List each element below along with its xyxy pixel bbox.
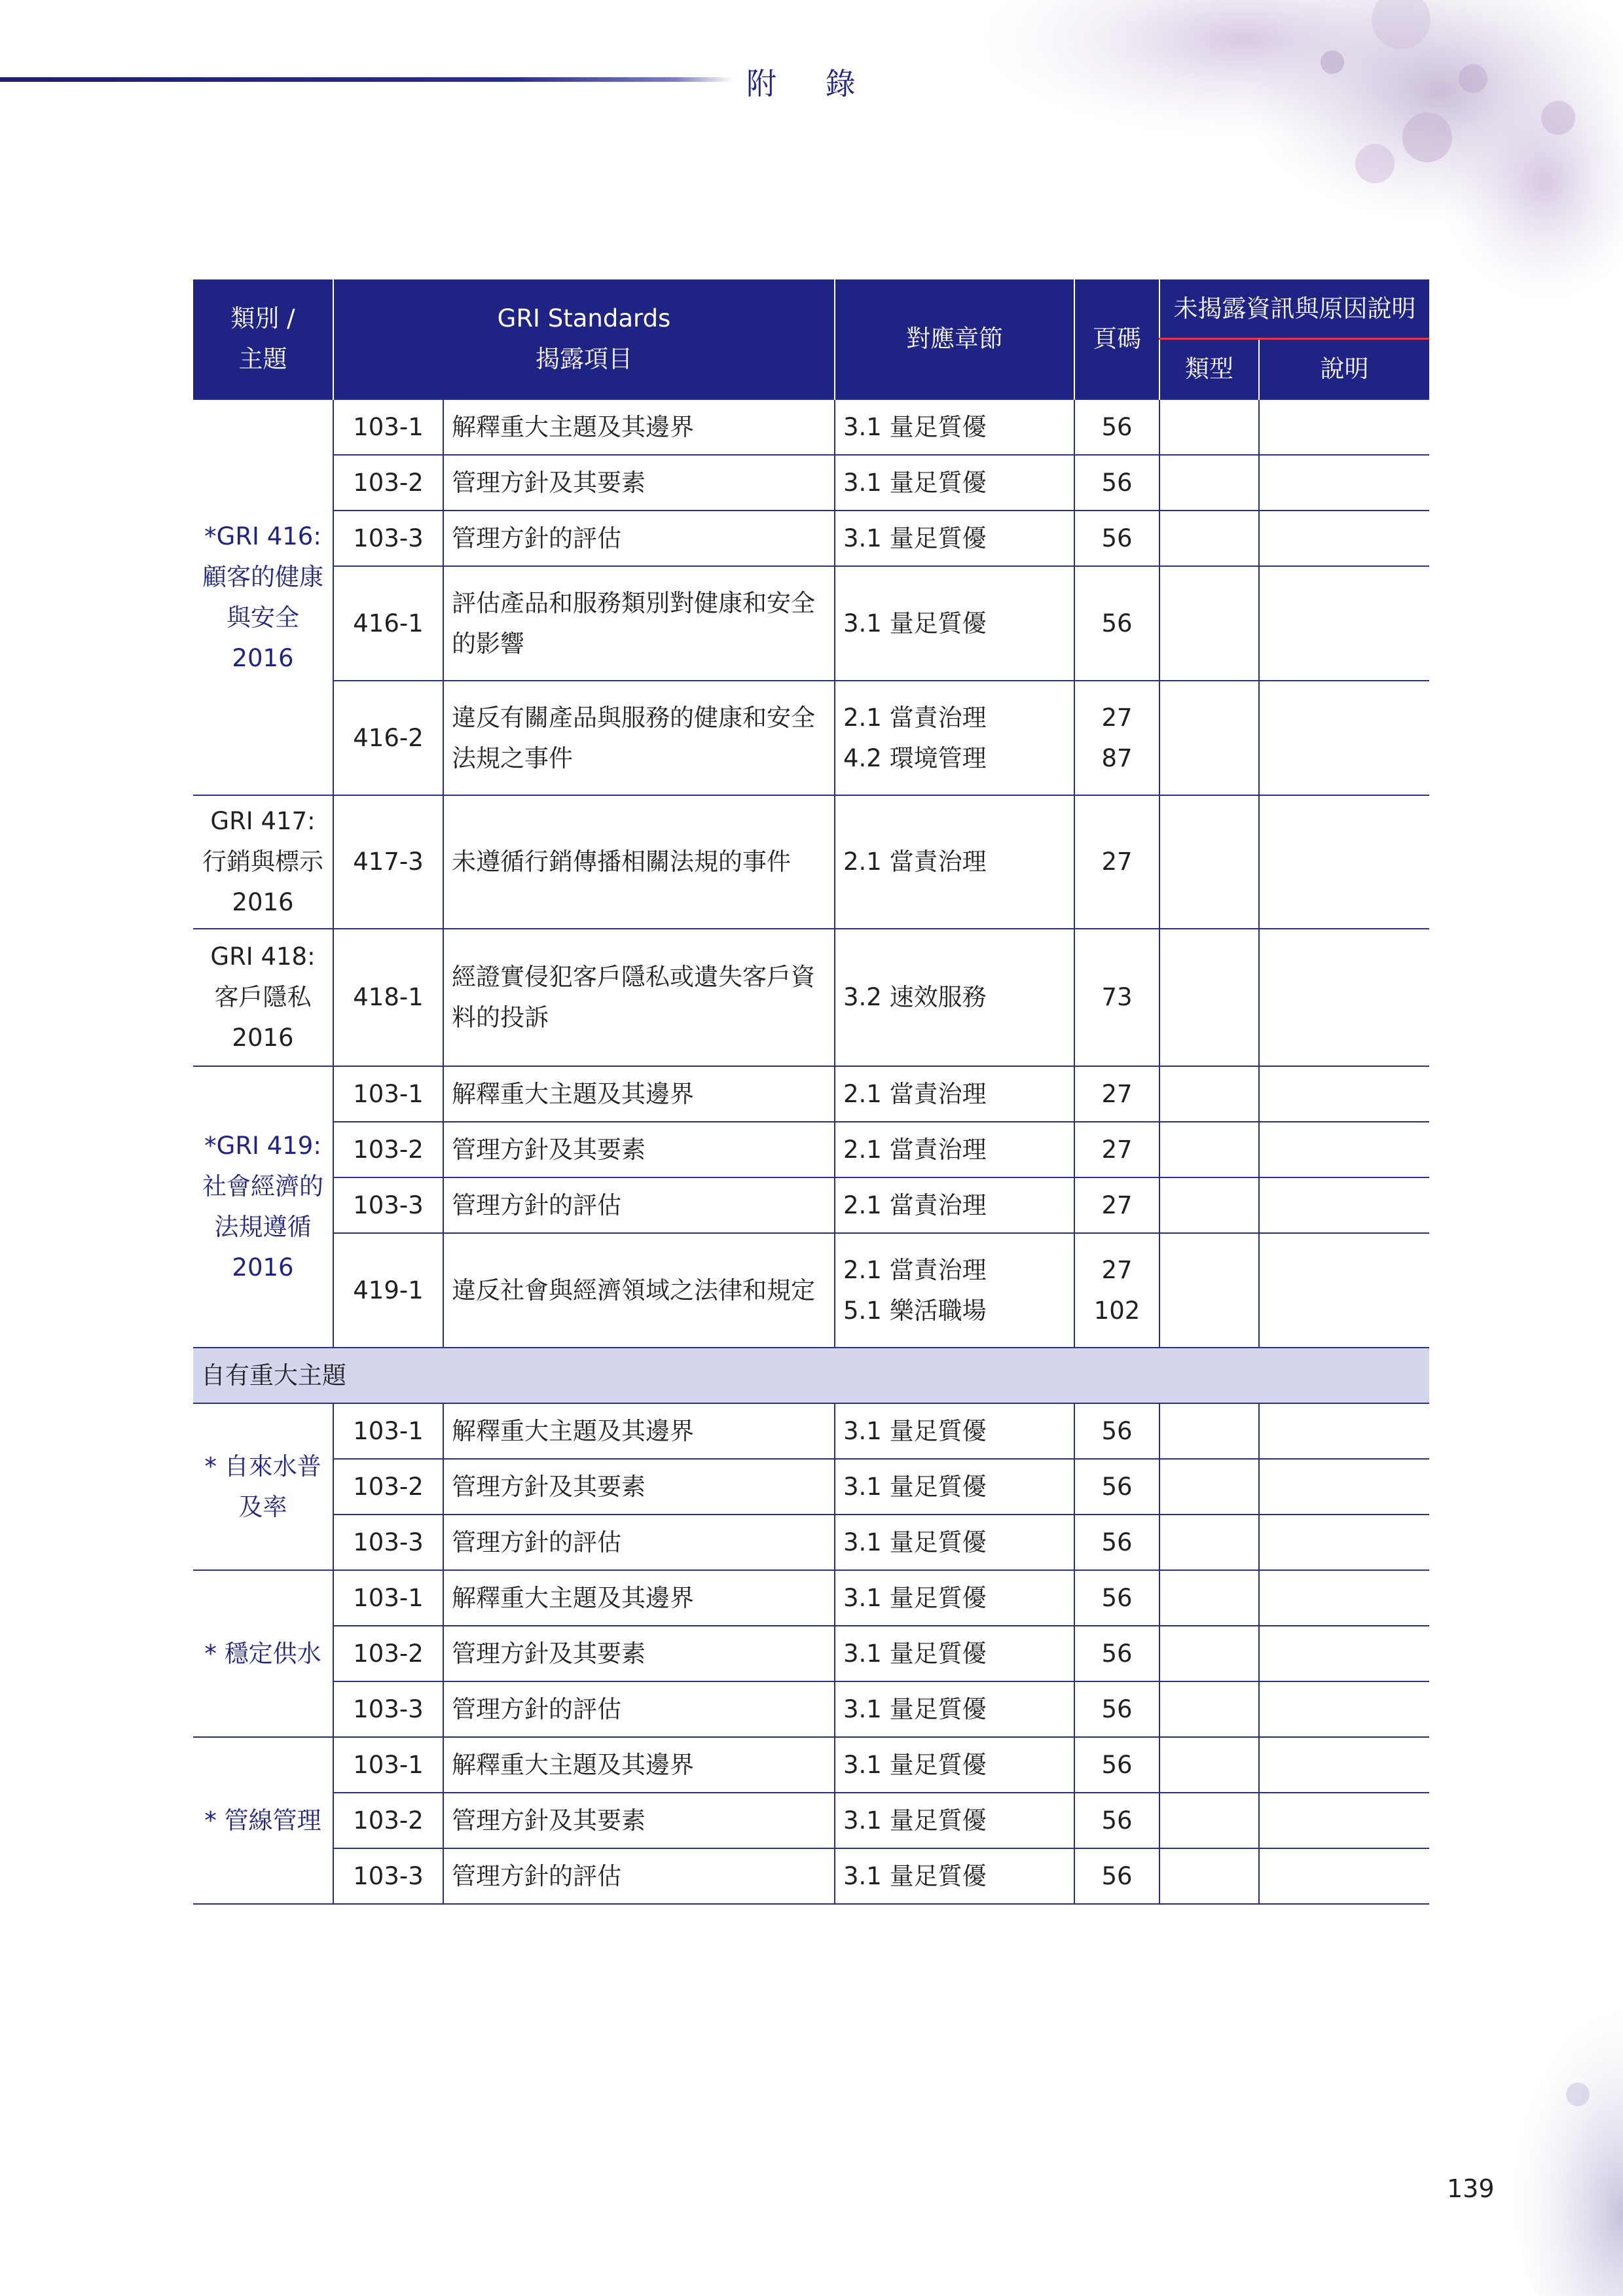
disclosure-desc: 解釋重大主題及其邊界	[443, 1570, 835, 1626]
explanation-cell	[1259, 1626, 1429, 1681]
text-line: 行銷與標示	[202, 848, 323, 876]
chapter-cell: 3.1 量足質優	[835, 1848, 1074, 1904]
page-cell: 56	[1074, 1570, 1159, 1626]
text-line: 顧客的健康	[202, 562, 323, 591]
type-cell	[1159, 1737, 1259, 1793]
disclosure-desc	[443, 681, 835, 795]
chapter-cell: 2.1 當責治理	[835, 795, 1074, 929]
explanation-cell	[1259, 1459, 1429, 1515]
text-line: 87	[1101, 744, 1133, 772]
category-cell	[193, 929, 333, 1066]
page-header-title: 附 錄	[746, 66, 875, 101]
disclosure-code: 103-2	[333, 455, 443, 511]
chapter-cell: 3.1 量足質優	[835, 1570, 1074, 1626]
category-cell	[193, 795, 333, 929]
text-line: 違反有關產品與服務的健康和安全	[452, 703, 815, 732]
type-cell	[1159, 1626, 1259, 1681]
text-line: 評估產品和服務類別對健康和安全	[452, 588, 815, 617]
text-line: 及率	[238, 1492, 287, 1521]
col-header-category	[193, 279, 333, 399]
explanation-cell	[1259, 795, 1429, 929]
disclosure-desc: 管理方針的評估	[443, 511, 835, 566]
chapter-cell: 3.1 量足質優	[835, 1626, 1074, 1681]
disclosure-code: 416-2	[333, 681, 443, 795]
type-cell	[1159, 1233, 1259, 1348]
disclosure-code: 417-3	[333, 795, 443, 929]
explanation-cell	[1259, 566, 1429, 681]
disclosure-code: 416-1	[333, 566, 443, 681]
category-cell	[193, 1066, 333, 1348]
disclosure-code: 103-3	[333, 1177, 443, 1233]
page-cell: 27	[1074, 795, 1159, 929]
explanation-cell	[1259, 929, 1429, 1066]
disclosure-code: 103-1	[333, 1403, 443, 1459]
explanation-cell	[1259, 1177, 1429, 1233]
text-line: 27	[1101, 1255, 1133, 1284]
text-line: 2016	[232, 888, 294, 916]
text-line: 2.1 當責治理	[843, 703, 987, 732]
text-line: GRI Standards	[497, 304, 671, 332]
explanation-cell	[1259, 1066, 1429, 1122]
type-cell	[1159, 1681, 1259, 1737]
category-cell	[193, 399, 333, 795]
type-cell	[1159, 399, 1259, 455]
disclosure-desc: 解釋重大主題及其邊界	[443, 399, 835, 455]
page-number: 139	[1447, 2174, 1495, 2203]
disclosure-desc: 管理方針的評估	[443, 1177, 835, 1233]
col-header-type: 類型	[1159, 339, 1259, 400]
text-line: 法規遵循	[214, 1213, 312, 1241]
table-row	[193, 511, 1429, 566]
page-cell: 56	[1074, 1403, 1159, 1459]
text-line: 法規之事件	[452, 744, 573, 772]
category-cell: * 管線管理	[193, 1737, 333, 1904]
chapter-cell: 3.1 量足質優	[835, 1793, 1074, 1848]
table-row	[193, 1177, 1429, 1233]
page-cell: 27	[1074, 1122, 1159, 1177]
disclosure-code: 103-1	[333, 1066, 443, 1122]
explanation-cell	[1259, 455, 1429, 511]
chapter-cell: 3.1 量足質優	[835, 1459, 1074, 1515]
page-cell: 56	[1074, 1793, 1159, 1848]
table-row	[193, 1626, 1429, 1681]
chapter-cell: 3.1 量足質優	[835, 399, 1074, 455]
disclosure-code: 103-2	[333, 1793, 443, 1848]
text-line: 2016	[232, 643, 294, 672]
table-row	[193, 566, 1429, 681]
table-row	[193, 1233, 1429, 1348]
page-cell: 56	[1074, 1848, 1159, 1904]
text-line: 2.1 當責治理	[843, 1255, 987, 1284]
table-row	[193, 1122, 1429, 1177]
disclosure-desc: 解釋重大主題及其邊界	[443, 1737, 835, 1793]
table-row	[193, 1459, 1429, 1515]
chapter-cell: 3.1 量足質優	[835, 511, 1074, 566]
chapter-cell	[835, 1233, 1074, 1348]
page-cell: 56	[1074, 399, 1159, 455]
type-cell	[1159, 929, 1259, 1066]
table-row	[193, 1793, 1429, 1848]
table-row	[193, 1403, 1429, 1459]
page-cell: 56	[1074, 566, 1159, 681]
text-line: 主題	[238, 345, 287, 373]
disclosure-code: 103-3	[333, 1848, 443, 1904]
table-row	[193, 929, 1429, 1066]
disclosure-code: 103-3	[333, 511, 443, 566]
text-line: *GRI 419:	[204, 1132, 321, 1160]
explanation-cell	[1259, 1233, 1429, 1348]
type-cell	[1159, 1570, 1259, 1626]
table-row	[193, 455, 1429, 511]
page-cell: 56	[1074, 455, 1159, 511]
disclosure-code: 103-1	[333, 399, 443, 455]
page-cell: 56	[1074, 1459, 1159, 1515]
table-row	[193, 795, 1429, 929]
type-cell	[1159, 1122, 1259, 1177]
table-row	[193, 1515, 1429, 1570]
page-cell: 56	[1074, 1515, 1159, 1570]
col-header-nondisclosure: 未揭露資訊與原因說明	[1159, 279, 1429, 339]
disclosure-code: 103-3	[333, 1681, 443, 1737]
page-cell: 56	[1074, 1626, 1159, 1681]
text-line: GRI 417:	[210, 807, 316, 835]
table-row	[193, 399, 1429, 455]
text-line: 的影響	[452, 629, 524, 658]
text-line: 經證實侵犯客戶隱私或遺失客戶資	[452, 963, 815, 991]
disclosure-code: 103-2	[333, 1122, 443, 1177]
disclosure-desc: 管理方針及其要素	[443, 455, 835, 511]
col-header-explanation: 說明	[1259, 339, 1429, 400]
page-cell: 73	[1074, 929, 1159, 1066]
disclosure-desc: 管理方針的評估	[443, 1848, 835, 1904]
explanation-cell	[1259, 511, 1429, 566]
type-cell	[1159, 795, 1259, 929]
disclosure-desc: 管理方針及其要素	[443, 1793, 835, 1848]
disclosure-code: 103-2	[333, 1459, 443, 1515]
disclosure-desc: 管理方針的評估	[443, 1515, 835, 1570]
type-cell	[1159, 511, 1259, 566]
chapter-cell: 2.1 當責治理	[835, 1066, 1074, 1122]
text-line: 4.2 環境管理	[843, 744, 987, 772]
col-header-page: 頁碼	[1074, 279, 1159, 399]
category-cell	[193, 1403, 333, 1570]
explanation-cell	[1259, 681, 1429, 795]
disclosure-desc	[443, 929, 835, 1066]
explanation-cell	[1259, 399, 1429, 455]
type-cell	[1159, 1066, 1259, 1122]
chapter-cell: 2.1 當責治理	[835, 1177, 1074, 1233]
explanation-cell	[1259, 1570, 1429, 1626]
section-label: 自有重大主題	[193, 1348, 1429, 1403]
disclosure-desc: 管理方針及其要素	[443, 1459, 835, 1515]
table-row	[193, 1737, 1429, 1793]
text-line: 料的投訴	[452, 1003, 549, 1031]
table-row	[193, 1681, 1429, 1737]
text-line: 與安全	[227, 603, 299, 632]
gri-index-table	[193, 279, 1429, 1905]
disclosure-code: 418-1	[333, 929, 443, 1066]
disclosure-desc: 解釋重大主題及其邊界	[443, 1403, 835, 1459]
page-cell	[1074, 1233, 1159, 1348]
chapter-cell: 3.1 量足質優	[835, 1737, 1074, 1793]
disclosure-code: 103-3	[333, 1515, 443, 1570]
section-row	[193, 1348, 1429, 1403]
text-line: 102	[1093, 1296, 1140, 1325]
type-cell	[1159, 455, 1259, 511]
chapter-cell: 3.1 量足質優	[835, 1403, 1074, 1459]
chapter-cell	[835, 681, 1074, 795]
type-cell	[1159, 681, 1259, 795]
text-line: 2016	[232, 1024, 294, 1052]
text-line: * 自來水普	[204, 1452, 321, 1480]
explanation-cell	[1259, 1737, 1429, 1793]
category-cell: * 穩定供水	[193, 1570, 333, 1737]
header-rule	[0, 77, 733, 82]
chapter-cell: 3.1 量足質優	[835, 566, 1074, 681]
chapter-cell: 2.1 當責治理	[835, 1122, 1074, 1177]
disclosure-desc: 管理方針及其要素	[443, 1122, 835, 1177]
type-cell	[1159, 1403, 1259, 1459]
type-cell	[1159, 566, 1259, 681]
page-cell: 56	[1074, 1737, 1159, 1793]
table-row	[193, 1066, 1429, 1122]
col-header-gri-standards	[333, 279, 835, 399]
type-cell	[1159, 1848, 1259, 1904]
explanation-cell	[1259, 1515, 1429, 1570]
disclosure-code: 419-1	[333, 1233, 443, 1348]
disclosure-desc: 管理方針的評估	[443, 1681, 835, 1737]
disclosure-desc: 違反社會與經濟領域之法律和規定	[443, 1233, 835, 1348]
text-line: 社會經濟的	[202, 1172, 323, 1200]
text-line: 27	[1101, 703, 1133, 732]
type-cell	[1159, 1459, 1259, 1515]
type-cell	[1159, 1515, 1259, 1570]
chapter-cell: 3.1 量足質優	[835, 1681, 1074, 1737]
text-line: 2016	[232, 1253, 294, 1282]
chapter-cell: 3.1 量足質優	[835, 1515, 1074, 1570]
col-header-chapter: 對應章節	[835, 279, 1074, 399]
explanation-cell	[1259, 1848, 1429, 1904]
page-cell: 56	[1074, 1681, 1159, 1737]
explanation-cell	[1259, 1681, 1429, 1737]
watercolor-decoration-top	[903, 0, 1623, 301]
chapter-cell: 3.1 量足質優	[835, 455, 1074, 511]
watercolor-decoration-bottom	[1493, 1931, 1623, 2296]
text-line: 揭露項目	[536, 345, 632, 373]
table-row	[193, 1570, 1429, 1626]
type-cell	[1159, 1177, 1259, 1233]
text-line: 5.1 樂活職場	[843, 1296, 987, 1325]
disclosure-desc: 未遵循行銷傳播相關法規的事件	[443, 795, 835, 929]
text-line: *GRI 416:	[204, 522, 321, 550]
chapter-cell: 3.2 速效服務	[835, 929, 1074, 1066]
text-line: GRI 418:	[210, 942, 316, 971]
disclosure-code: 103-1	[333, 1570, 443, 1626]
table-row	[193, 681, 1429, 795]
disclosure-desc	[443, 566, 835, 681]
type-cell	[1159, 1793, 1259, 1848]
table-row	[193, 1848, 1429, 1904]
explanation-cell	[1259, 1403, 1429, 1459]
text-line: 類別 /	[230, 304, 295, 332]
page-cell	[1074, 681, 1159, 795]
page-cell: 27	[1074, 1177, 1159, 1233]
disclosure-desc: 管理方針及其要素	[443, 1626, 835, 1681]
disclosure-code: 103-2	[333, 1626, 443, 1681]
explanation-cell	[1259, 1122, 1429, 1177]
page-cell: 56	[1074, 511, 1159, 566]
disclosure-desc: 解釋重大主題及其邊界	[443, 1066, 835, 1122]
page-cell: 27	[1074, 1066, 1159, 1122]
text-line: 客戶隱私	[214, 983, 312, 1011]
explanation-cell	[1259, 1793, 1429, 1848]
disclosure-code: 103-1	[333, 1737, 443, 1793]
